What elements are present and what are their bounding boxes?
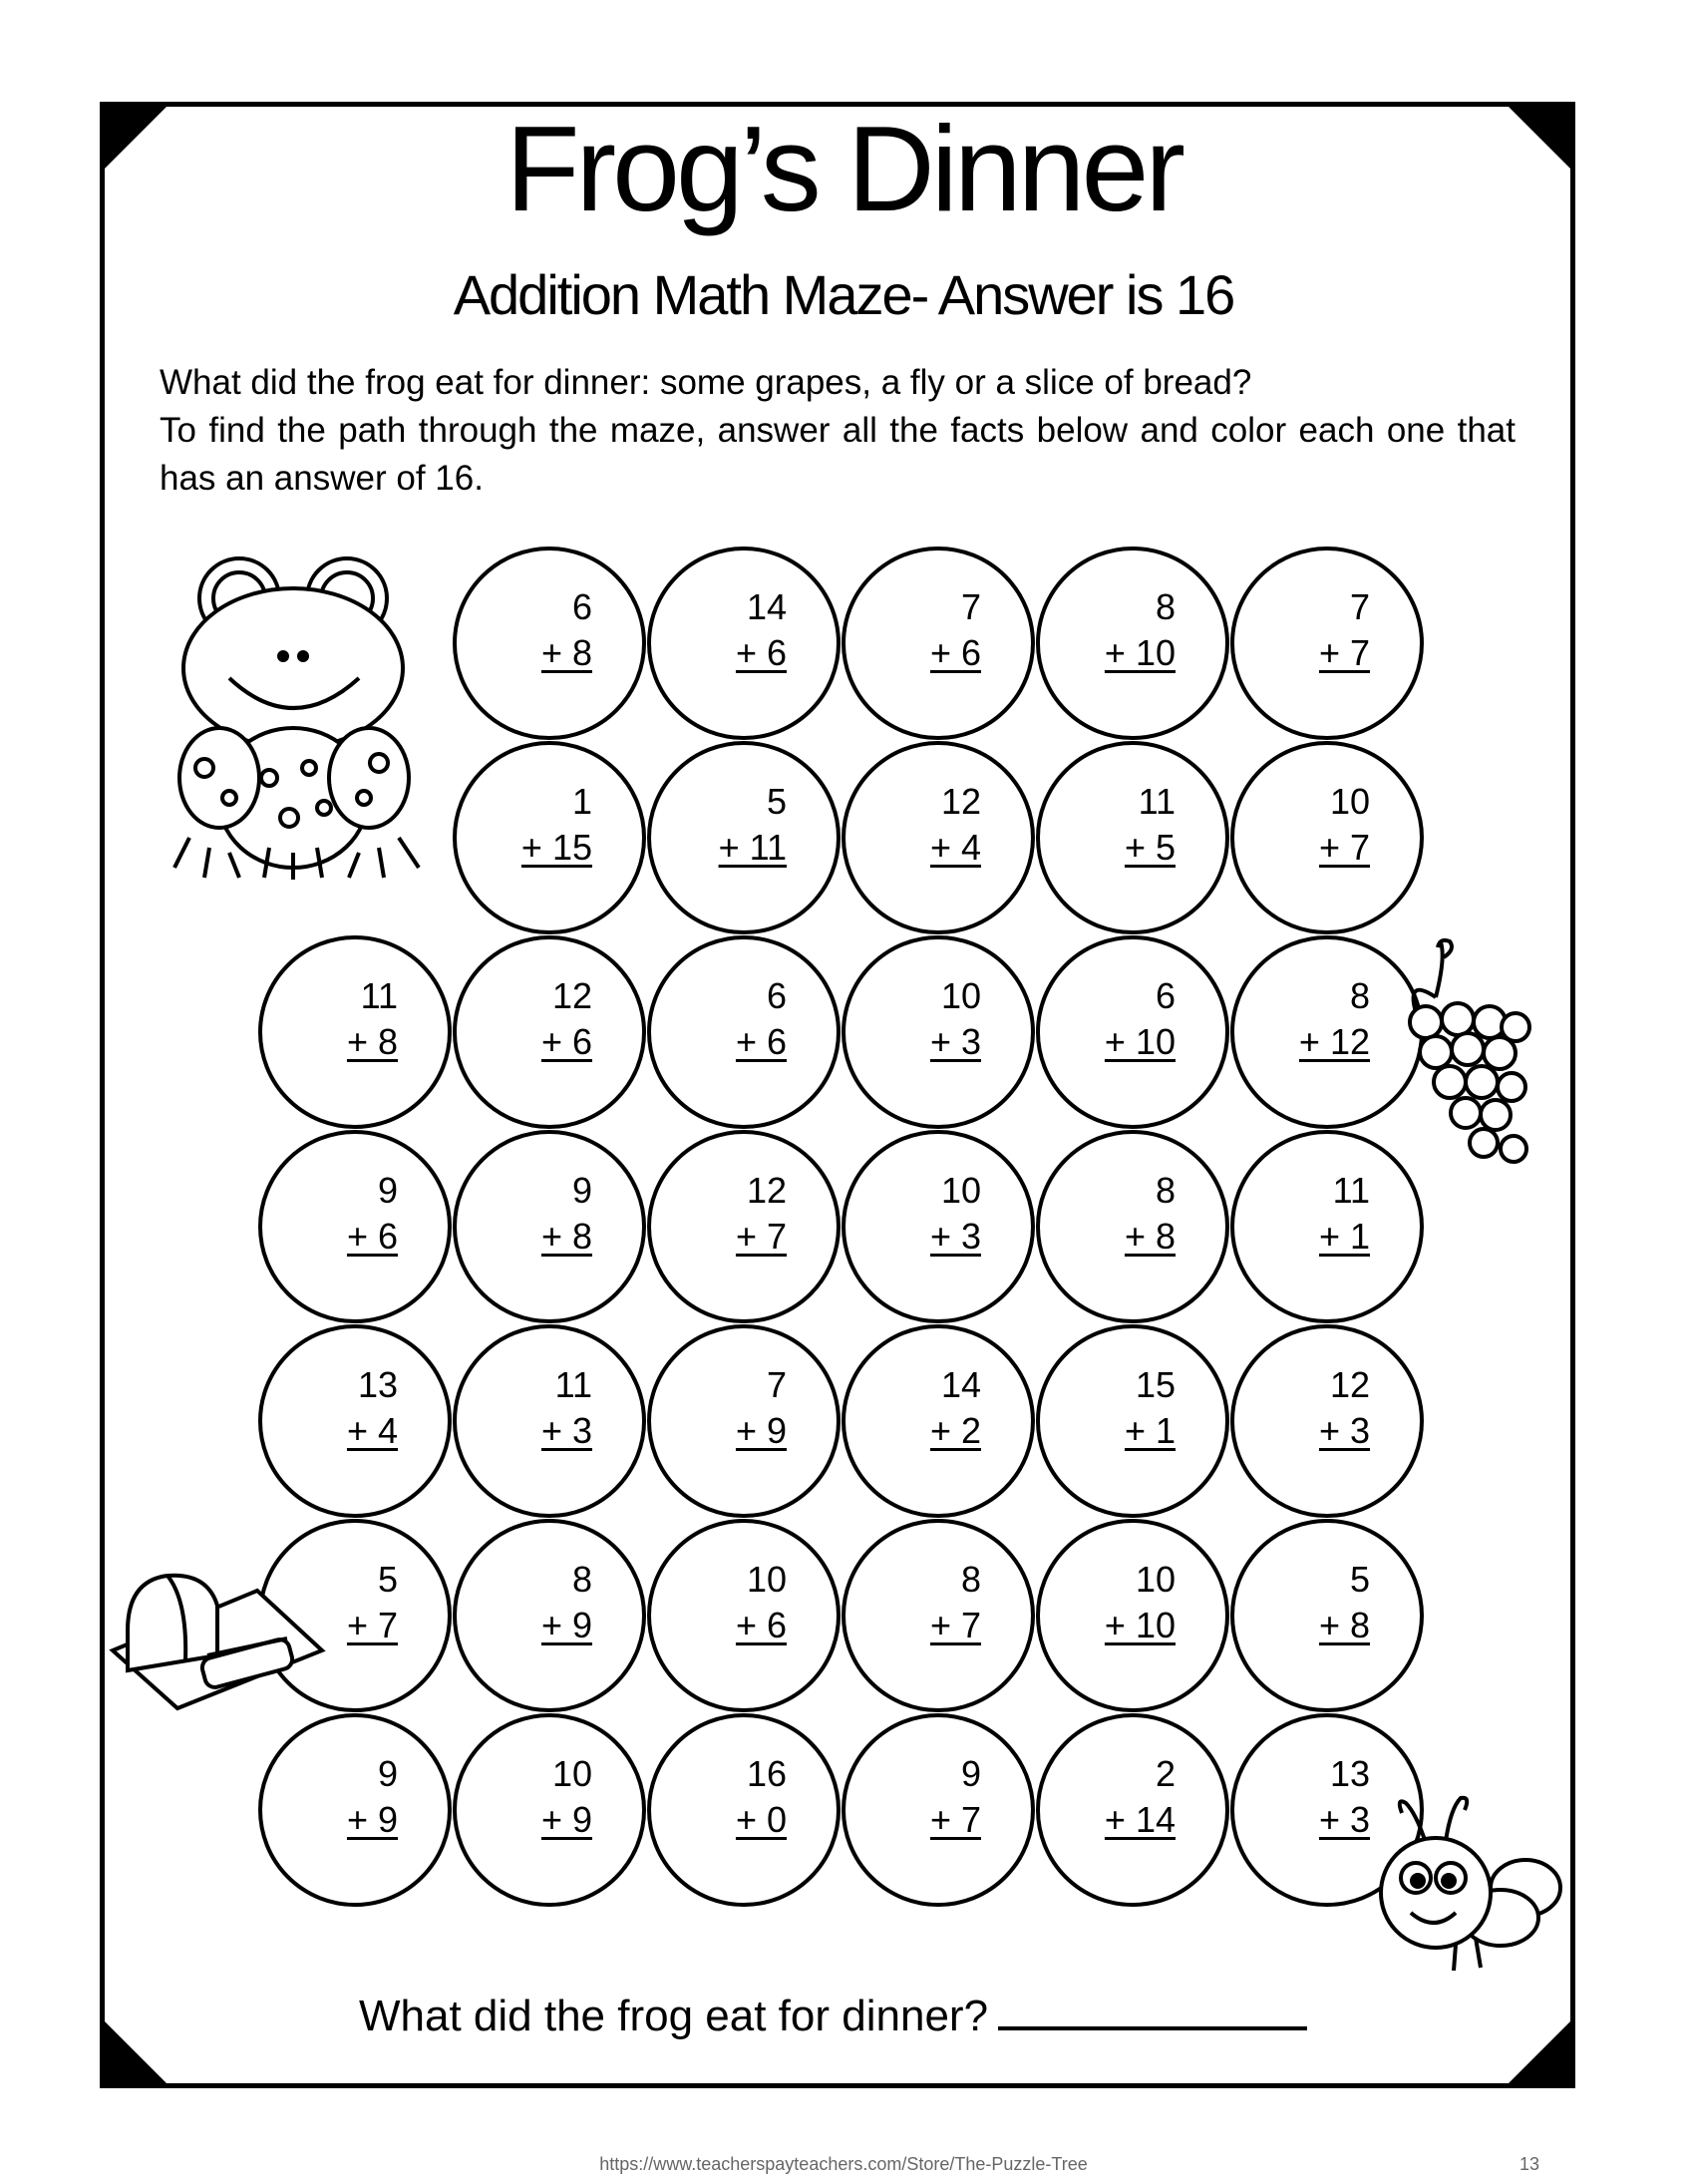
maze-cell[interactable] [453,546,646,740]
addition-problem [1105,1557,1176,1648]
addend-bottom: + 10 [1104,632,1176,673]
addend-top: 12 [940,781,981,822]
addition-problem [1125,779,1176,871]
grapes-illustration [1396,937,1535,1177]
corner-decoration [1509,2021,1570,2083]
addend-bottom: + 3 [1318,1410,1370,1451]
addend-bottom: + 7 [1318,827,1370,868]
maze-cell[interactable] [647,1130,841,1323]
addition-problem [521,779,592,871]
addend-top: 12 [1329,1364,1370,1405]
addend-top: 5 [377,1559,398,1600]
addend-bottom: + 1 [1124,1410,1176,1451]
addition-problem [1319,1168,1370,1260]
maze-cell[interactable] [842,1713,1035,1907]
addend-top: 13 [1329,1753,1370,1794]
addend-top: 8 [1155,1170,1176,1211]
addition-problem [1105,973,1176,1065]
addend-top: 12 [551,975,592,1016]
maze-cell[interactable] [842,1324,1035,1518]
addend-top: 14 [746,586,787,627]
addition-problem [1319,1557,1370,1648]
instructions-line: What did the frog eat for dinner: some grapes, a fly or a slice of bread? [160,363,1252,402]
maze-cell[interactable] [647,1324,841,1518]
addition-problem [347,1362,398,1454]
addend-bottom: + 3 [929,1021,981,1062]
addend-bottom: + 9 [735,1410,787,1451]
addend-bottom: + 1 [1318,1216,1370,1257]
addend-bottom: + 0 [735,1799,787,1840]
maze-cell[interactable] [647,935,841,1129]
maze-cell[interactable] [453,1130,646,1323]
maze-cell[interactable] [647,1519,841,1712]
maze-cell[interactable] [1036,741,1229,934]
page-number: 13 [1519,2154,1540,2174]
maze-cell[interactable] [647,546,841,740]
addend-top: 10 [746,1559,787,1600]
addition-problem [541,1362,592,1454]
addition-problem [541,973,592,1065]
addend-bottom: + 4 [346,1410,398,1451]
addend-bottom: + 11 [718,827,787,868]
addend-bottom: + 8 [540,632,592,673]
addition-problem [930,1168,981,1260]
addend-bottom: + 5 [1124,827,1176,868]
addition-problem [347,1168,398,1260]
addition-problem [736,1751,787,1843]
footer-url: https://www.teacherspayteachers.com/Store/The-Puzzle-Tree [599,2154,1088,2174]
addend-bottom: + 8 [346,1021,398,1062]
addition-problem [930,1362,981,1454]
addend-top: 6 [1155,975,1176,1016]
addend-top: 7 [766,1364,787,1405]
addend-bottom: + 3 [929,1216,981,1257]
addition-problem [930,779,981,871]
addition-problem [1105,1751,1176,1843]
addition-problem [1319,1751,1370,1843]
addition-problem [1125,1362,1176,1454]
addend-top: 8 [960,1559,981,1600]
addend-top: 5 [1349,1559,1370,1600]
addition-problem [1319,584,1370,676]
maze-cell[interactable] [453,1713,646,1907]
addition-problem [541,584,592,676]
addend-top: 11 [1332,1170,1370,1211]
maze-cell[interactable] [1230,1324,1424,1518]
addend-bottom: + 7 [929,1605,981,1645]
addend-bottom: + 10 [1104,1605,1176,1645]
answer-blank[interactable] [998,1987,1307,2030]
addend-bottom: + 6 [735,1021,787,1062]
addition-problem [930,1751,981,1843]
addition-problem [347,973,398,1065]
addend-top: 16 [746,1753,787,1794]
addition-problem [930,973,981,1065]
maze-cell[interactable] [842,1519,1035,1712]
addition-problem [347,1751,398,1843]
addend-bottom: + 9 [346,1799,398,1840]
addend-bottom: + 7 [1318,632,1370,673]
maze-cell[interactable] [647,1713,841,1907]
addend-top: 11 [554,1364,592,1405]
addend-top: 8 [1349,975,1370,1016]
addend-bottom: + 2 [929,1410,981,1451]
addition-problem [541,1168,592,1260]
maze-cell[interactable] [842,1130,1035,1323]
maze-cell[interactable] [647,741,841,934]
addend-bottom: + 14 [1104,1799,1176,1840]
maze-cell[interactable] [258,935,452,1129]
instructions [160,359,1516,503]
addend-top: 13 [357,1364,398,1405]
addend-bottom: + 6 [346,1216,398,1257]
page-subtitle: Addition Math Maze- Answer is 16 [453,263,1234,326]
addition-problem [1125,1168,1176,1260]
addend-top: 6 [766,975,787,1016]
addend-top: 12 [746,1170,787,1211]
addend-bottom: + 6 [540,1021,592,1062]
addend-bottom: + 3 [540,1410,592,1451]
addend-bottom: + 8 [540,1216,592,1257]
addend-bottom: + 8 [1318,1605,1370,1645]
maze-cell[interactable] [453,741,646,934]
addend-bottom: + 9 [540,1799,592,1840]
question-text: What did the frog eat for dinner? [359,1992,989,2040]
addend-top: 10 [940,975,981,1016]
bread-illustration [108,1561,327,1710]
maze-cell[interactable] [1036,1130,1229,1323]
addend-top: 15 [1135,1364,1176,1405]
addition-problem [736,584,787,676]
addition-problem [347,1557,398,1648]
addend-top: 11 [1138,781,1176,822]
maze-cell[interactable] [1036,1519,1229,1712]
maze-cell[interactable] [842,741,1035,934]
addend-top: 8 [571,1559,592,1600]
maze-cell[interactable] [1230,546,1424,740]
addend-bottom: + 12 [1298,1021,1370,1062]
addition-problem [1319,779,1370,871]
addition-problem [736,1362,787,1454]
maze-cell[interactable] [1230,1130,1424,1323]
addend-bottom: + 15 [520,827,592,868]
maze-cell[interactable] [1036,1713,1229,1907]
frog-illustration [169,548,429,888]
addend-top: 10 [1135,1559,1176,1600]
addend-top: 5 [766,781,787,822]
maze-cell[interactable] [1230,935,1424,1129]
dinner-question [359,1987,1307,2038]
addend-top: 10 [551,1753,592,1794]
addition-problem [1299,973,1370,1065]
addend-bottom: + 6 [929,632,981,673]
maze-cell[interactable] [453,935,646,1129]
addition-problem [736,1557,787,1648]
addend-top: 1 [571,781,592,822]
addition-problem [1105,584,1176,676]
corner-decoration [105,2021,167,2083]
addend-top: 10 [1329,781,1370,822]
addend-top: 8 [1155,586,1176,627]
maze-cell[interactable] [1036,546,1229,740]
maze-cell[interactable] [1036,935,1229,1129]
addend-top: 9 [960,1753,981,1794]
maze-cell[interactable] [1230,741,1424,934]
addend-bottom: + 8 [1124,1216,1176,1257]
addition-problem [1319,1362,1370,1454]
addend-top: 9 [377,1753,398,1794]
addition-problem [719,779,787,871]
addition-problem [736,1168,787,1260]
addend-top: 14 [940,1364,981,1405]
addend-top: 7 [960,586,981,627]
addend-bottom: + 3 [1318,1799,1370,1840]
addend-bottom: + 7 [929,1799,981,1840]
addend-top: 7 [1349,586,1370,627]
addend-top: 9 [377,1170,398,1211]
addend-bottom: + 6 [735,1605,787,1645]
addend-top: 9 [571,1170,592,1211]
addend-bottom: + 6 [735,632,787,673]
addition-problem [736,973,787,1065]
maze-cell[interactable] [453,1324,646,1518]
maze-cell[interactable] [258,1130,452,1323]
maze-cell[interactable] [258,1324,452,1518]
addition-problem [541,1557,592,1648]
addend-top: 11 [360,975,398,1016]
addition-problem [930,584,981,676]
maze-cell[interactable] [258,1713,452,1907]
addend-bottom: + 7 [346,1605,398,1645]
fly-illustration [1366,1773,1565,1973]
addend-top: 2 [1155,1753,1176,1794]
maze-cell[interactable] [1036,1324,1229,1518]
addition-problem [930,1557,981,1648]
addend-top: 6 [571,586,592,627]
addend-bottom: + 7 [735,1216,787,1257]
addend-bottom: + 9 [540,1605,592,1645]
instructions-line: To find the path through the maze, answer all the facts below and color each one that has an answer of 16. [160,411,1516,498]
maze-cell[interactable] [842,935,1035,1129]
addend-bottom: + 10 [1104,1021,1176,1062]
addend-top: 10 [940,1170,981,1211]
addend-bottom: + 4 [929,827,981,868]
maze-cell[interactable] [1230,1519,1424,1712]
maze-cell[interactable] [453,1519,646,1712]
addition-problem [541,1751,592,1843]
maze-cell[interactable] [842,546,1035,740]
page-title: Frog’s Dinner [505,101,1182,236]
